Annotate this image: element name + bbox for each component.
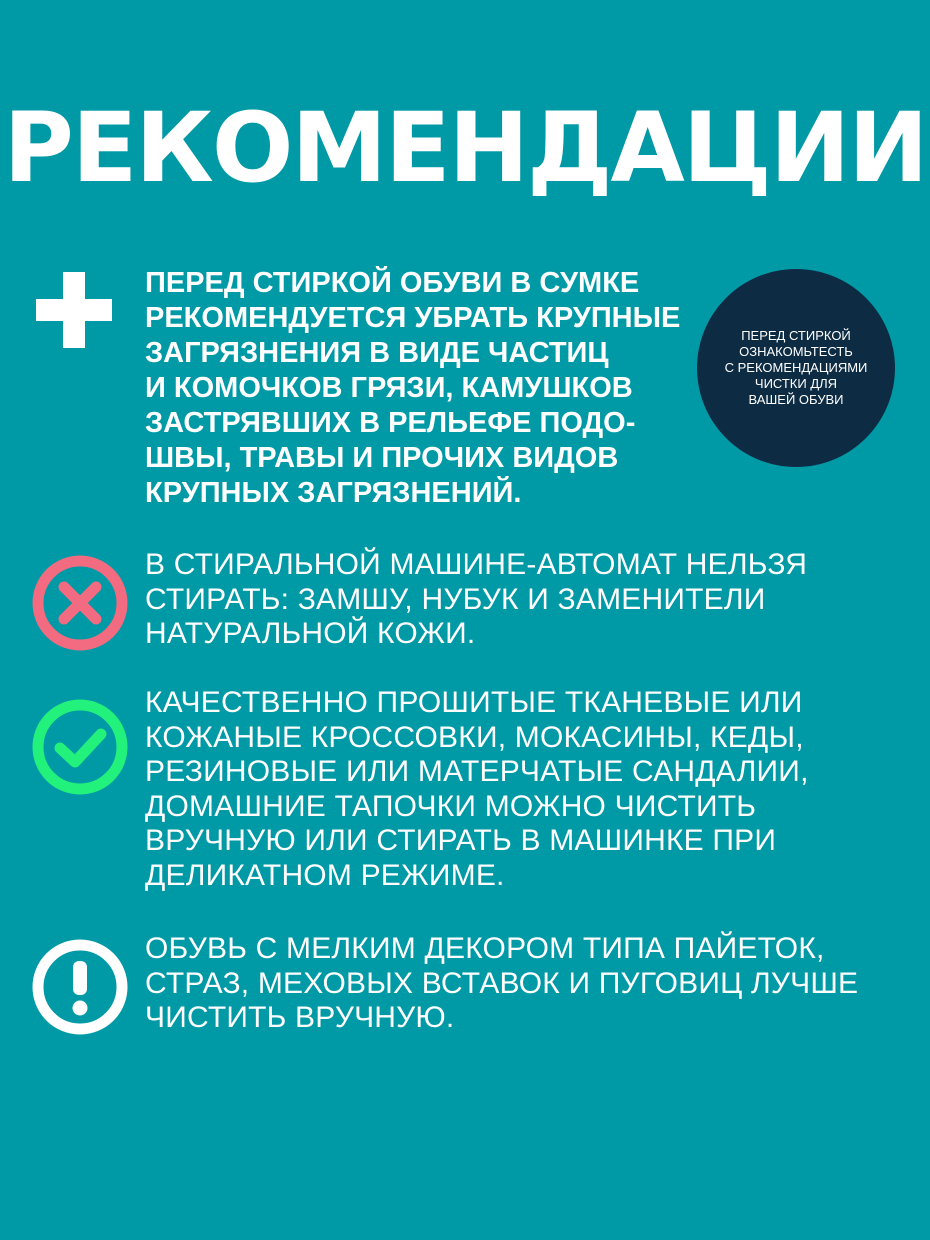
text-line: КОЖАНЫЕ КРОССОВКИ, МОКАСИНЫ, КЕДЫ, bbox=[145, 720, 804, 754]
text-line: В СТИРАЛЬНОЙ МАШИНЕ-АВТОМАТ НЕЛЬЗЯ bbox=[145, 548, 808, 581]
text-line: ОБУВЬ С МЕЛКИМ ДЕКОРОМ ТИПА ПАЙЕТОК, bbox=[145, 932, 825, 965]
note-line: ВАШЕЙ ОБУВИ bbox=[748, 392, 844, 407]
note-line: ЧИСТКИ ДЛЯ bbox=[754, 376, 838, 391]
recommendation-prohibited-materials bbox=[145, 548, 905, 652]
text-line: ДОМАШНИЕ ТАПОЧКИ МОЖНО ЧИСТИТЬ bbox=[145, 789, 757, 823]
text-line: СТРАЗ, МЕХОВЫХ ВСТАВОК И ПУГОВИЦ ЛУЧШЕ bbox=[145, 966, 859, 1000]
text-line: НАТУРАЛЬНОЙ КОЖИ. bbox=[145, 617, 476, 650]
exclamation-circle-icon bbox=[30, 937, 130, 1037]
plus-icon bbox=[34, 270, 114, 350]
info-note-text bbox=[711, 328, 881, 408]
recommendation-decor-shoes bbox=[145, 932, 915, 1036]
text-line: СТИРАТЬ: ЗАМШУ, НУБУК И ЗАМЕНИТЕЛИ bbox=[145, 582, 766, 616]
text-line: И КОМОЧКОВ ГРЯЗИ, КАМУШКОВ bbox=[145, 372, 633, 404]
note-line: С РЕКОМЕНДАЦИЯМИ bbox=[724, 360, 868, 375]
text-line: ЗАСТРЯВШИХ В РЕЛЬЕФЕ ПОДО- bbox=[145, 407, 636, 439]
check-circle-icon bbox=[30, 697, 130, 797]
page-title: РЕКОМЕНДАЦИИ bbox=[3, 92, 927, 204]
text-line: ЗАГРЯЗНЕНИЯ В ВИДЕ ЧАСТИЦ bbox=[145, 337, 609, 369]
text-line: РЕКОМЕНДУЕТСЯ УБРАТЬ КРУПНЫЕ bbox=[145, 302, 681, 334]
text-line: КРУПНЫХ ЗАГРЯЗНЕНИЙ. bbox=[145, 477, 522, 509]
text-line: КАЧЕСТВЕННО ПРОШИТЫЕ ТКАНЕВЫЕ ИЛИ bbox=[145, 686, 803, 719]
text-line: ШВЫ, ТРАВЫ И ПРОЧИХ ВИДОВ bbox=[145, 442, 619, 474]
text-line: РЕЗИНОВЫЕ ИЛИ МАТЕРЧАТЫЕ САНДАЛИИ, bbox=[145, 755, 809, 788]
recommendation-remove-dirt bbox=[145, 266, 705, 511]
text-line: ДЕЛИКАТНОМ РЕЖИМЕ. bbox=[145, 858, 505, 892]
text-line: ВРУЧНУЮ ИЛИ СТИРАТЬ В МАШИНКЕ ПРИ bbox=[145, 824, 777, 857]
info-note-badge bbox=[697, 269, 895, 467]
recommendation-allowed-shoes bbox=[145, 686, 905, 893]
note-line: ПЕРЕД СТИРКОЙ bbox=[741, 328, 851, 343]
text-line: ПЕРЕД СТИРКОЙ ОБУВИ В СУМКЕ bbox=[145, 267, 640, 299]
x-circle-icon bbox=[30, 553, 130, 653]
note-line: ОЗНАКОМЬТЕСТЬ bbox=[739, 344, 853, 359]
text-line: ЧИСТИТЬ ВРУЧНУЮ. bbox=[145, 1001, 455, 1034]
